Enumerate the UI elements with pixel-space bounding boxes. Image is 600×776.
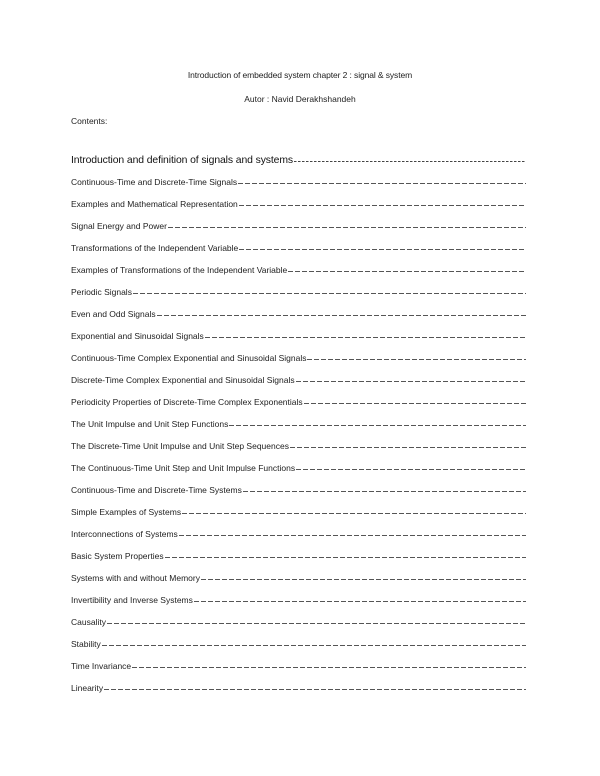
toc-entry-label: Continuous-Time and Discrete-Time Systems — [71, 485, 242, 495]
toc-leader — [107, 623, 526, 624]
toc-entry[interactable] — [71, 259, 526, 281]
toc-entry[interactable] — [71, 281, 526, 303]
toc-leader — [182, 513, 526, 514]
toc-leader — [165, 557, 526, 558]
toc-entry-label: Periodicity Properties of Discrete-Time Complex Exponentials — [71, 397, 303, 407]
toc-entry[interactable] — [71, 369, 526, 391]
toc-leader — [194, 601, 526, 602]
table-of-contents — [71, 150, 526, 699]
toc-entry-label: Examples and Mathematical Representation — [71, 199, 238, 209]
toc-leader — [205, 337, 526, 338]
toc-entry-label: Periodic Signals — [71, 287, 132, 297]
toc-entry[interactable] — [71, 215, 526, 237]
toc-entry[interactable] — [71, 501, 526, 523]
document-author: Autor : Navid Derakhshandeh — [244, 94, 356, 104]
toc-leader — [296, 469, 526, 470]
toc-leader — [238, 183, 526, 184]
toc-entry-label: Basic System Properties — [71, 551, 164, 561]
toc-entry-label: Signal Energy and Power — [71, 221, 167, 231]
toc-entry-label: Simple Examples of Systems — [71, 507, 182, 517]
toc-entry[interactable] — [71, 325, 526, 347]
toc-leader — [157, 315, 526, 316]
toc-entry-label: Invertibility and Inverse Systems — [71, 595, 193, 605]
toc-entry-label: The Continuous-Time Unit Step and Unit Impulse Functions — [71, 463, 296, 473]
toc-entry-label: The Discrete-Time Unit Impulse and Unit Step Sequences — [71, 441, 289, 451]
toc-entry-label: Stability — [71, 639, 101, 649]
document-title: Introduction of embedded system chapter 2 : signal & system — [187, 70, 413, 80]
toc-entry[interactable] — [71, 655, 526, 677]
toc-entry[interactable] — [71, 479, 526, 501]
toc-entry[interactable] — [71, 391, 526, 413]
toc-leader — [132, 667, 526, 668]
toc-leader — [168, 227, 526, 228]
toc-entry-label: Examples of Transformations of the Independent Variable — [71, 265, 288, 275]
toc-entry[interactable] — [71, 677, 526, 699]
toc-entry[interactable] — [71, 567, 526, 589]
toc-entry-label: Linearity — [71, 683, 104, 693]
toc-entry-label: Continuous-Time Complex Exponential and Sinusoidal Signals — [71, 353, 307, 363]
toc-entry[interactable] — [71, 457, 526, 479]
toc-leader — [201, 579, 526, 580]
toc-leader — [288, 271, 526, 272]
toc-entry-label: Causality — [71, 617, 106, 627]
toc-leader — [239, 249, 526, 250]
toc-entry-label: Interconnections of Systems — [71, 529, 178, 539]
toc-entry[interactable] — [71, 237, 526, 259]
toc-leader — [243, 491, 526, 492]
toc-entry[interactable] — [71, 171, 526, 193]
toc-entry[interactable] — [71, 413, 526, 435]
toc-leader — [133, 293, 526, 294]
toc-entry-label: Transformations of the Independent Variable — [71, 243, 239, 253]
toc-leader — [307, 359, 526, 360]
contents-heading: Contents: — [71, 116, 108, 126]
toc-entry-label: Introduction and definition of signals and systems — [71, 154, 293, 166]
toc-leader — [104, 689, 526, 690]
toc-leader — [290, 447, 526, 448]
toc-leader — [239, 205, 526, 206]
toc-entry-label: The Unit Impulse and Unit Step Functions — [71, 419, 229, 429]
toc-leader — [304, 403, 526, 404]
toc-entry[interactable] — [71, 523, 526, 545]
toc-entry-label: Discrete-Time Complex Exponential and Sinusoidal Signals — [71, 375, 295, 385]
toc-entry[interactable] — [71, 303, 526, 325]
toc-entry[interactable] — [71, 435, 526, 457]
toc-entry[interactable] — [71, 193, 526, 215]
toc-entry[interactable] — [71, 347, 526, 369]
toc-leader — [102, 645, 526, 646]
toc-leader — [229, 425, 526, 426]
toc-leader — [179, 535, 526, 536]
toc-entry-label: Time Invariance — [71, 661, 132, 671]
toc-leader — [296, 381, 526, 382]
toc-entry-label: Exponential and Sinusoidal Signals — [71, 331, 204, 341]
toc-leader — [294, 161, 526, 162]
toc-entry-label: Systems with and without Memory — [71, 573, 200, 583]
toc-entry-label: Even and Odd Signals — [71, 309, 156, 319]
toc-entry[interactable] — [71, 545, 526, 567]
toc-entry-label: Continuous-Time and Discrete-Time Signals — [71, 177, 238, 187]
toc-entry[interactable] — [71, 633, 526, 655]
toc-entry[interactable] — [71, 589, 526, 611]
toc-entry[interactable] — [71, 611, 526, 633]
toc-entry[interactable] — [71, 150, 526, 170]
